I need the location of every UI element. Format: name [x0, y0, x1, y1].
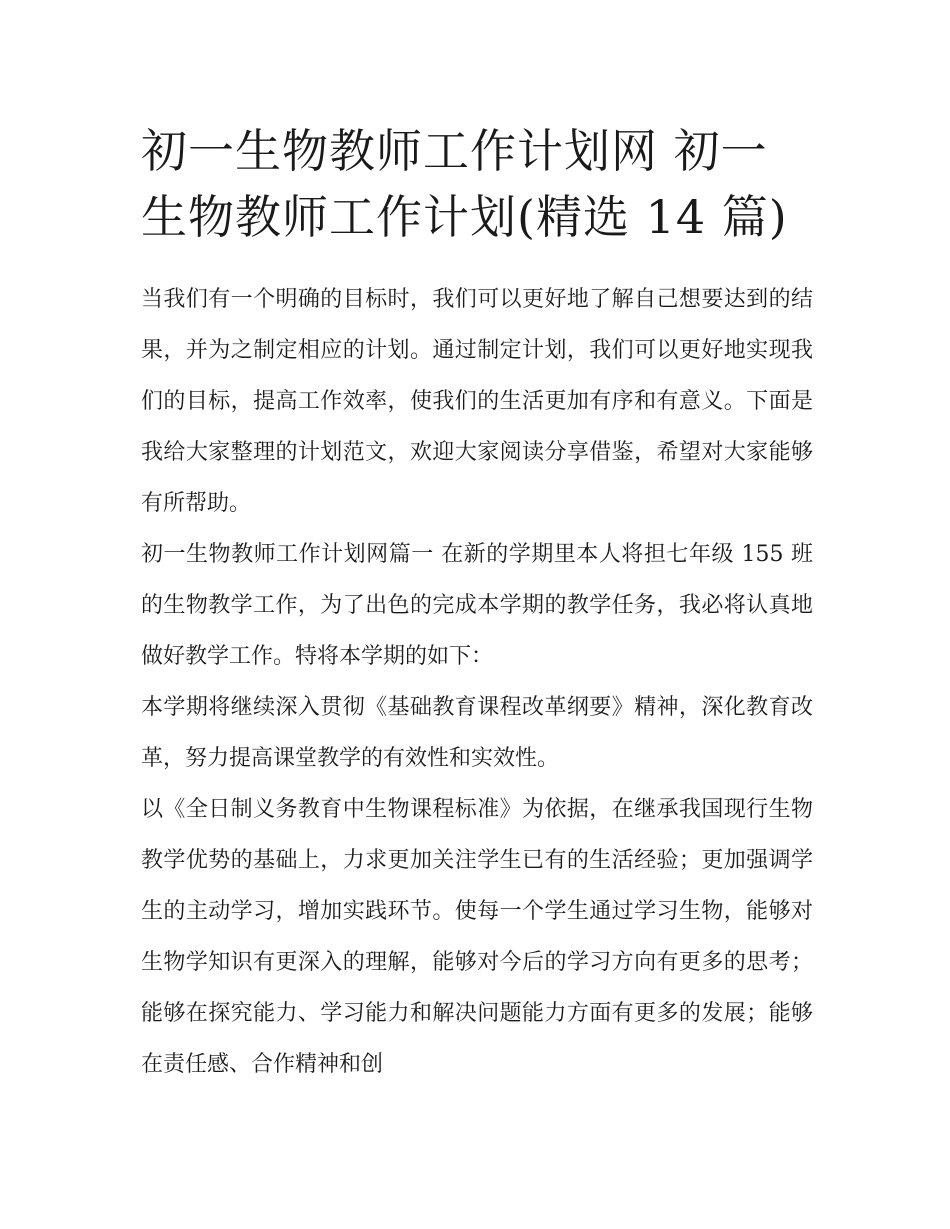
- paragraph-reform: 本学期将继续深入贯彻《基础教育课程改革纲要》精神，深化教育改革，努力提高课堂教学的有效性和实效性。: [141, 695, 813, 771]
- document-page: [141, 118, 813, 1090]
- paragraph-standard: 以《全日制义务教育中生物课程标准》为依据，在继承我国现行生物教学优势的基础上，力求更加关注学生已有的生活经验；更加强调学生的主动学习，增加实践环节。使每一个学生通过学习生物，能够对生物学知识有更深入的理解，能够对今后的学习方向有更多的思考；能够在探究能力、学习能力和解决问题能力方面有更多的发展；能够在责任感、合作精神和创: [141, 797, 813, 1077]
- paragraph-section-one: 初一生物教师工作计划网篇一 在新的学期里本人将担七年级 155 班的生物教学工作，为了出色的完成本学期的教学任务，我必将认真地做好教学工作。特将本学期的如下：: [141, 542, 813, 669]
- paragraph-intro: 当我们有一个明确的目标时，我们可以更好地了解自己想要达到的结果，并为之制定相应的计划。通过制定计划，我们可以更好地实现我们的目标，提高工作效率，使我们的生活更加有序和有意义。下面是我给大家整理的计划范文，欢迎大家阅读分享借鉴，希望对大家能够有所帮助。: [141, 287, 813, 516]
- document-title: 初一生物教师工作计划网 初一生物教师工作计划(精选 14 篇): [141, 124, 788, 244]
